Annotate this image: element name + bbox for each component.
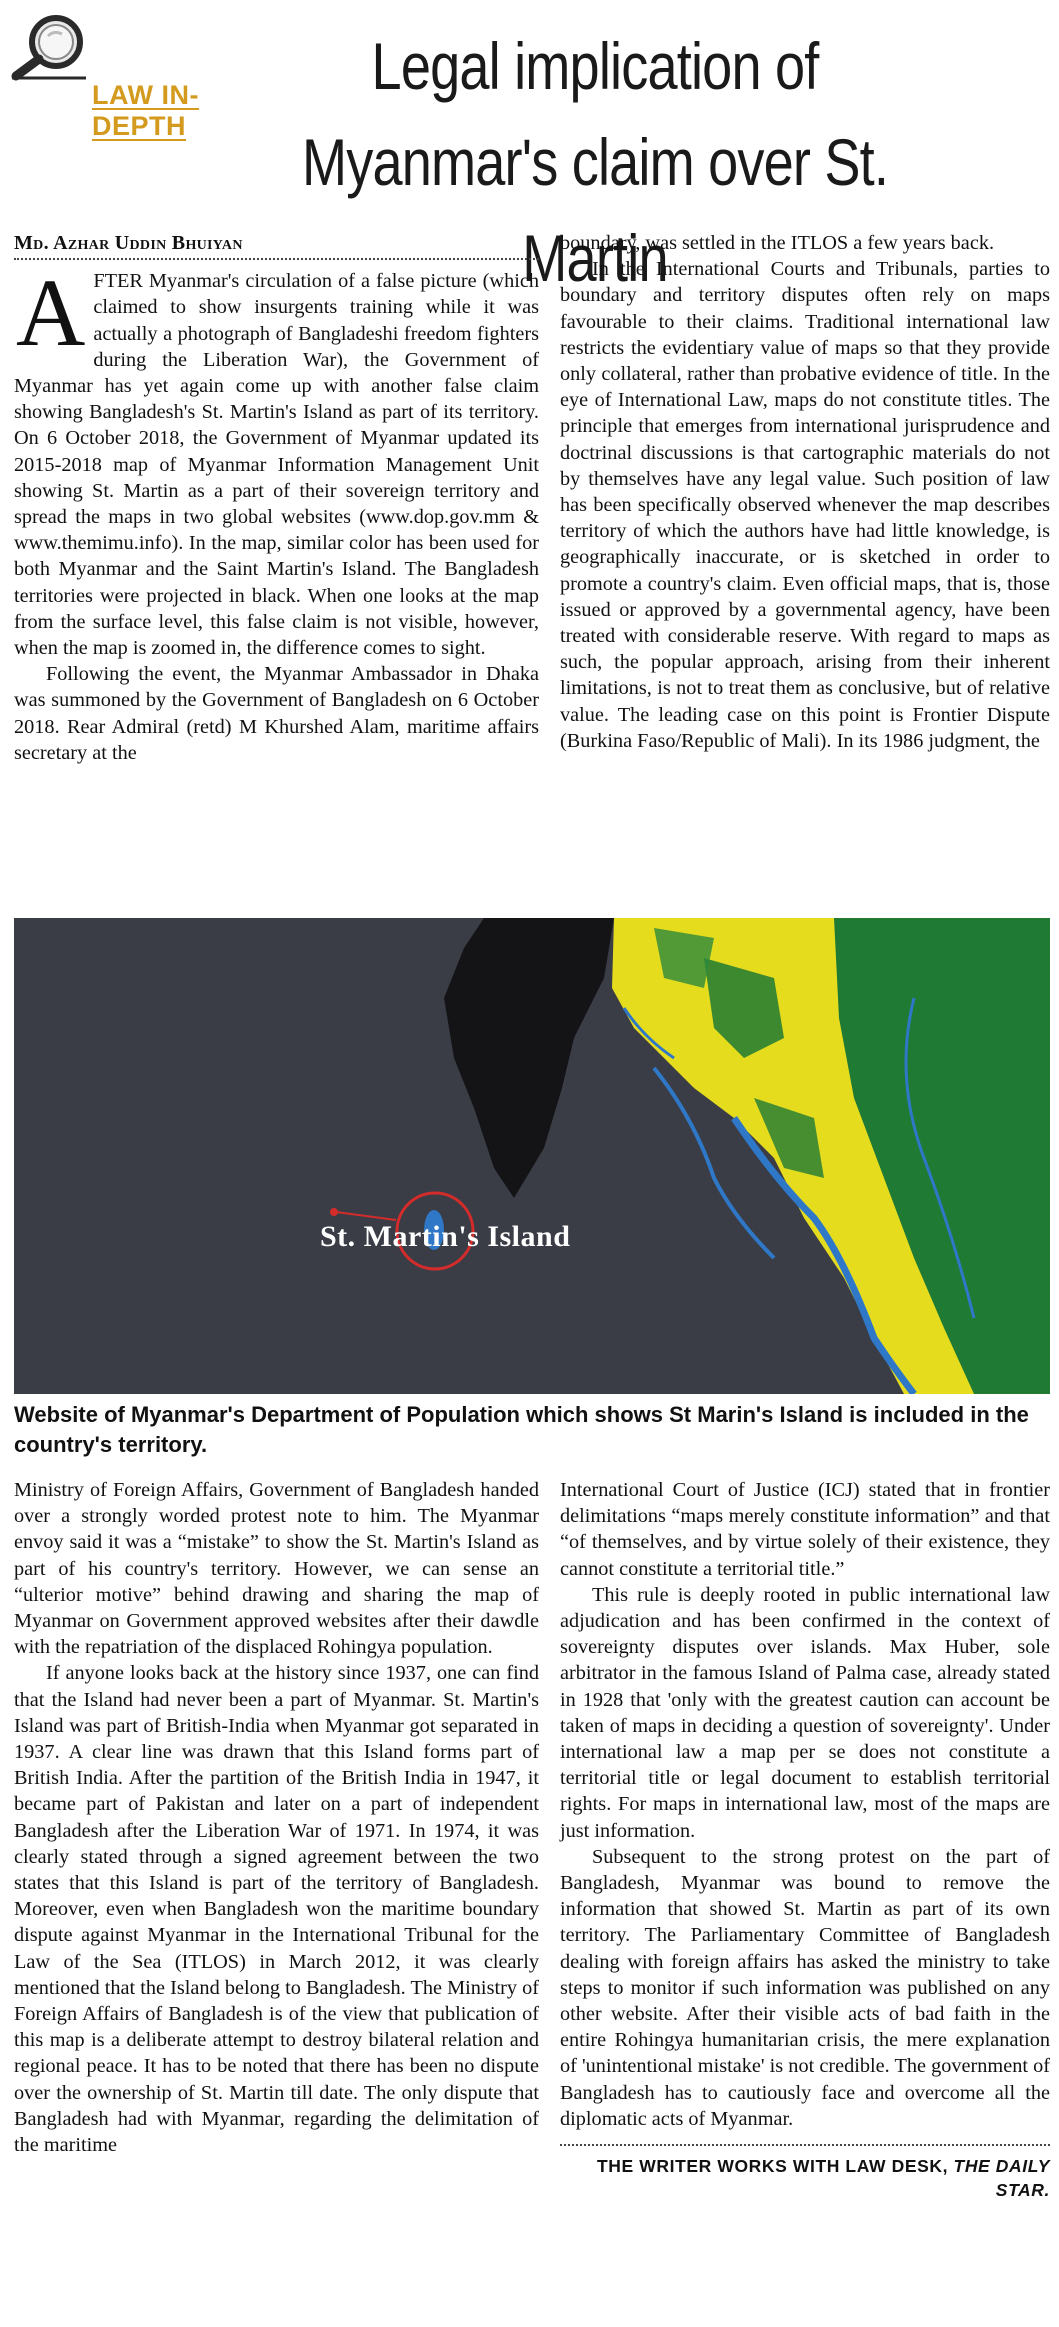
figure-caption: Website of Myanmar's Department of Population which shows St Marin's Island is included in the country's territory. (14, 1402, 1029, 1457)
paragraph: International Court of Justice (ICJ) stated that in frontier delimitations “maps merely constitute information” and that “of themselves, and by virtue solely of their existence, they cannot constitute a territorial title.” (560, 1479, 1050, 1580)
map-photo (14, 918, 1050, 1394)
byline: Md. Azhar Uddin Bhuiyan (14, 230, 539, 260)
article-column-3 (14, 1477, 539, 2158)
article-column-2 (560, 230, 1050, 754)
footer-divider (560, 2144, 1050, 2154)
paragraph: Ministry of Foreign Affairs, Government of Bangladesh handed over a strongly worded protest note to him. The Myanmar envoy said it was a “mistake” to show the St. Martin's Island as part of his country's territory. However, we can sense an “ulterior motive” behind drawing and sharing the map of Myanmar on Government approved websites after their dawdle with the repatriation of the displaced Rohingya population. (14, 1479, 539, 1659)
paragraph: This rule is deeply rooted in public international law adjudication and has been confirmed in the context of sovereignty disputes over islands. Max Huber, sole arbitrator in the famous Island of Palma case, already stated in 1928 that 'only with the greatest caution can account be taken of maps in deciding a question of sovereignty'. Under international law a map per se does not constitute a territorial title or legal document to establish territorial rights. For maps in international law, most of the maps are just information. (560, 1583, 1050, 1842)
drop-cap: A (16, 259, 86, 367)
map-label: St. Martin's Island (320, 1220, 571, 1253)
article-column-1 (14, 230, 539, 766)
map-image (14, 918, 1050, 1394)
paragraph: If anyone looks back at the history since 1937, one can find that the Island had never been a part of Myanmar. St. Martin's Island was part of British-India when Myanmar got separated in 1937. A clear line was drawn that this Island forms part of British India. After the partition of the British India in 1947, it became part of Pakistan and later on a part of independent Bangladesh after the Liberation War of 1971. In 1974, it was clearly stated through a signed agreement between the two states that this Island is part of the territory of Bangladesh. Moreover, even when Bangladesh won the maritime boundary dispute against Myanmar in the International Tribunal for the Law of the Sea (ITLOS) in March 2012, it was clearly mentioned that the Island belong to Bangladesh. The Ministry of Foreign Affairs of Bangladesh is of the view that publication of this map is a deliberate attempt to destroy bilateral relation and regional peace. It has to be noted that there has been no dispute over the ownership of St. Martin till date. The only dispute that Bangladesh had with Myanmar, regarding the delimitation of the maritime (14, 1662, 539, 2157)
paragraph: Subsequent to the strong protest on the part of Bangladesh, Myanmar was bound to remove the information that showed St. Martin as part of its own territory. The Parliamentary Committee of Bangladesh dealing with foreign affairs has asked the ministry to take steps to monitor if such information was published on any other website. After their visible acts of bad faith in the entire Rohingya humanitarian crisis, the mere explanation of 'unintentional mistake' is not credible. The government of Bangladesh has to cautiously face and overcome all the diplomatic acts of Myanmar. (560, 1845, 1050, 2130)
article-column-4 (560, 1477, 1050, 2202)
headline-line-1: Legal implication of (371, 29, 819, 103)
paragraph: In the International Courts and Tribunals, parties to boundary and territory disputes often rely on maps favourable to their claims. Traditional international law restricts the evidentiary value of maps so that they provide only collateral, rather than probative evidence of title. In the eye of International Law, maps do not constitute titles. The principle that emerges from international jurisprudence and doctrinal discussions is that cartographic materials do not by themselves have any legal value. Such position of law has been specifically observed whenever the map describes territory of which the authors have had little knowledge, is geographically inaccurate, or is sketched in order to promote a country's claim. Even official maps, that is, those issued or approved by a governmental agency, have been treated with considerable reserve. With regard to maps as such, the popular approach, arising from their inherent limitations, is not to treat them as conclusive, but of relative value. The leading case on this point is Frontier Dispute (Burkina Faso/Republic of Mali). In its 1986 judgment, the (560, 258, 1050, 752)
paragraph-text: FTER Myanmar's circulation of a false picture (which claimed to show insurgents training while it was actually a photograph of Bangladeshi freedom fighters during the Liberation War), the Government of Myanmar has yet again come up with another false claim showing Bangladesh's St. Martin's Island as part of its territory. On 6 October 2018, the Government of Myanmar updated its 2015-2018 map of Myanmar Information Management Unit showing St. Martin as a part of their sovereign territory and spread the maps in two global websites (www.dop.gov.mm & www.themimu.info). In the map, similar color has been used for both Myanmar and the Saint Martin's Island. The Bangladesh territories were projected in black. When one looks at the map from the surface level, this false claim is not visible, however, when the map is zoomed in, the difference comes to sight. (14, 270, 539, 660)
paragraph: boundary, was settled in the ITLOS a few years back. (560, 232, 995, 254)
paragraph (14, 259, 539, 661)
writer-credit-text: THE WRITER WORKS WITH LAW DESK, (596, 2156, 949, 2177)
magnifier-icon (8, 12, 98, 82)
writer-credit (560, 2154, 1050, 2202)
headline-line-2: Myanmar's claim over St. Martin (301, 125, 889, 295)
section-kicker: LAW IN-DEPTH (92, 80, 199, 141)
writer-credit-paper: THE DAILY STAR. (953, 2156, 1050, 2201)
paragraph: Following the event, the Myanmar Ambassador in Dhaka was summoned by the Government of Bangladesh on 6 October 2018. Rear Admiral (retd) M Khurshed Alam, maritime affairs secretary at the (14, 663, 539, 764)
